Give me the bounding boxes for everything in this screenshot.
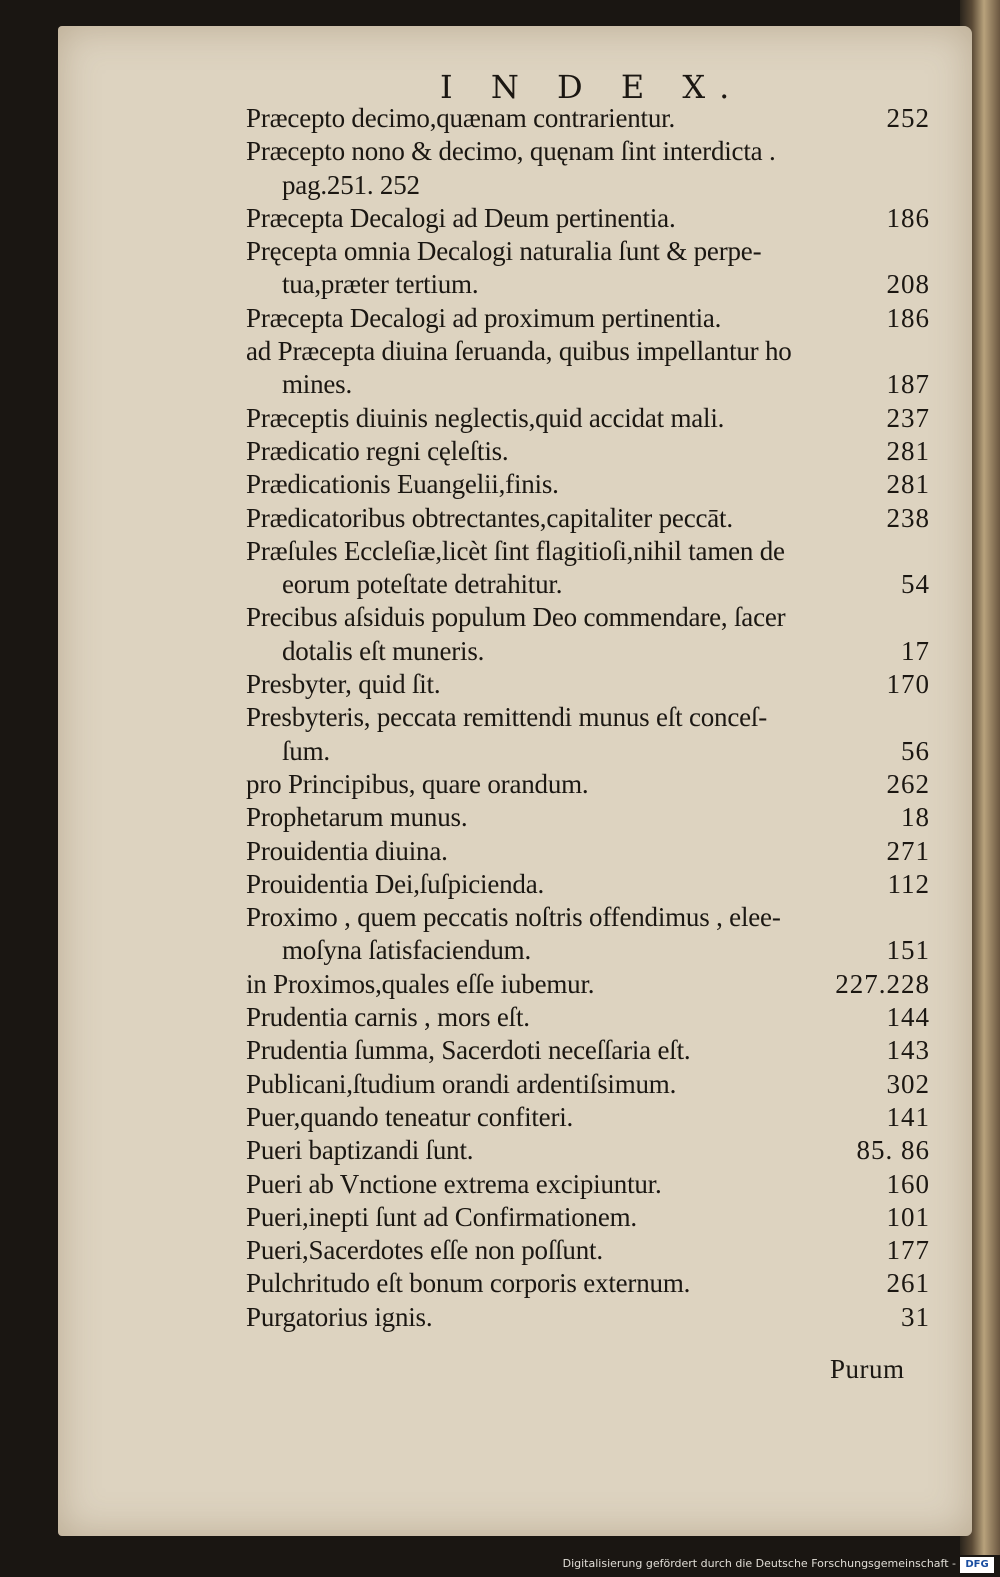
entry-text: Prouidentia Dei,ſuſpicienda. (246, 868, 545, 899)
index-entry (246, 502, 930, 535)
index-entry-continuation (246, 635, 930, 668)
entry-page-number: 112 (887, 868, 930, 899)
index-entry (246, 835, 930, 868)
index-entry (246, 768, 930, 801)
index-entry-continuation (246, 568, 930, 601)
entry-text: Prouidentia diuina. (246, 835, 448, 866)
entry-text: in Proximos,quales eſſe iubemur. (246, 968, 595, 999)
entry-page-number: 227.228 (835, 968, 930, 999)
entry-page-number: 143 (886, 1035, 930, 1066)
entry-text: Prædicationis Euangelii,finis. (246, 469, 559, 500)
entry-text: Pręcepta omnia Decalogi naturalia ſunt & perpe- (246, 236, 762, 267)
entry-page-number: 151 (886, 935, 930, 966)
index-entry (246, 402, 930, 435)
entry-text: Prudentia ſumma, Sacerdoti neceſſaria eſt. (246, 1035, 691, 1066)
index-entries (246, 102, 930, 1334)
entry-page-number: 85. 86 (856, 1135, 930, 1166)
entry-text: moſyna ſatisfaciendum. (282, 935, 532, 966)
entry-text: Præcepta Decalogi ad Deum pertinentia. (246, 202, 676, 233)
index-entry (246, 202, 930, 235)
catchword: Purum (830, 1354, 905, 1384)
index-entry (246, 1101, 930, 1134)
entry-text: Pueri,Sacerdotes eſſe non poſſunt. (246, 1235, 603, 1266)
entry-page-number: 31 (901, 1301, 930, 1332)
entry-page-number: 170 (886, 669, 930, 700)
entry-text: Præceptis diuinis neglectis,quid accidat mali. (246, 402, 725, 433)
index-entry (246, 1301, 930, 1334)
entry-text: Presbyteris, peccata remittendi munus eſt conceſ- (246, 702, 768, 733)
entry-text: Puer,quando teneatur confiteri. (246, 1101, 574, 1132)
entry-page-number: 17 (901, 635, 930, 666)
index-entry (246, 1201, 930, 1234)
entry-text: pag.251. 252 (282, 169, 420, 200)
entry-page-number: 281 (886, 435, 930, 466)
footer-credit: Digitalisierung gefördert durch die Deutsche Forschungsgemeinschaft - (562, 1557, 956, 1570)
index-entry (246, 601, 930, 634)
entry-text: Purgatorius ignis. (246, 1301, 433, 1332)
index-entry-continuation (246, 934, 930, 967)
entry-text: Præcepto nono & decimo, quęnam ſint interdicta . (246, 136, 776, 167)
index-entry (246, 1001, 930, 1034)
index-entry (246, 335, 930, 368)
dfg-logo: DFG (960, 1557, 994, 1573)
entry-text: Præcepto decimo,quænam contrarientur. (246, 103, 675, 133)
entry-page-number: 186 (886, 202, 930, 233)
index-entry (246, 435, 930, 468)
entry-text: Prophetarum munus. (246, 802, 468, 833)
entry-page-number: 262 (886, 768, 930, 799)
index-entry (246, 868, 930, 901)
entry-page-number: 177 (886, 1235, 930, 1266)
entry-page-number: 18 (901, 802, 930, 833)
entry-text: Prædicatoribus obtrectantes,capitaliter peccāt. (246, 502, 733, 533)
entry-text: Præcepta Decalogi ad proximum pertinentia. (246, 302, 722, 333)
entry-page-number: 160 (886, 1168, 930, 1199)
entry-text: Proximo , quem peccatis noſtris offendimus , elee- (246, 902, 781, 933)
entry-text: eorum poteſtate detrahitur. (282, 569, 563, 600)
index-entry (246, 701, 930, 734)
entry-text: pro Principibus, quare orandum. (246, 768, 589, 799)
entry-text: Presbyter, quid ſit. (246, 669, 441, 700)
index-entry (246, 102, 930, 135)
index-entry-continuation (246, 169, 930, 202)
index-entry (246, 235, 930, 268)
entry-text: Publicani,ſtudium orandi ardentiſsimum. (246, 1068, 677, 1099)
index-entry-continuation (246, 268, 930, 301)
entry-page-number: 281 (886, 469, 930, 500)
entry-text: ad Præcepta diuina ſeruanda, quibus impellantur ho (246, 336, 792, 367)
entry-page-number: 186 (886, 302, 930, 333)
entry-text: Præſules Eccleſiæ,licèt ſint flagitioſi,nihil tamen de (246, 535, 785, 566)
entry-text: Precibus aſsiduis populum Deo commendare, ſacer (246, 602, 786, 633)
entry-text: Pueri,inepti ſunt ad Confirmationem. (246, 1201, 637, 1232)
page-header: I N D E X. (440, 68, 744, 106)
index-entry (246, 1234, 930, 1267)
index-entry (246, 1134, 930, 1167)
entry-page-number: 271 (886, 835, 930, 866)
index-entry (246, 468, 930, 501)
index-entry (246, 302, 930, 335)
index-entry (246, 535, 930, 568)
entry-page-number: 56 (901, 735, 930, 766)
index-entry (246, 1168, 930, 1201)
entry-page-number: 144 (886, 1002, 930, 1033)
index-entry (246, 801, 930, 834)
entry-text: Prædicatio regni cęleſtis. (246, 435, 509, 466)
entry-page-number: 141 (886, 1101, 930, 1132)
entry-page-number: 237 (886, 402, 930, 433)
entry-page-number: 238 (886, 502, 930, 533)
index-entry (246, 901, 930, 934)
entry-page-number: 261 (886, 1268, 930, 1299)
index-entry-continuation (246, 368, 930, 401)
index-entry (246, 1034, 930, 1067)
entry-text: Prudentia carnis , mors eſt. (246, 1002, 530, 1033)
index-entry (246, 1267, 930, 1300)
entry-text: mines. (282, 369, 353, 400)
entry-page-number: 252 (886, 103, 930, 133)
index-entry (246, 135, 930, 168)
entry-text: Pueri baptizandi ſunt. (246, 1135, 474, 1166)
entry-text: dotalis eſt muneris. (282, 635, 485, 666)
entry-page-number: 208 (886, 269, 930, 300)
entry-page-number: 187 (886, 369, 930, 400)
entry-page-number: 302 (886, 1068, 930, 1099)
index-entry (246, 668, 930, 701)
index-entry (246, 968, 930, 1001)
entry-text: ſum. (282, 735, 330, 766)
entry-page-number: 54 (901, 569, 930, 600)
index-entry (246, 1068, 930, 1101)
entry-text: Pulchritudo eſt bonum corporis externum. (246, 1268, 691, 1299)
entry-text: tua,præter tertium. (282, 269, 479, 300)
entry-text: Pueri ab Vnctione extrema excipiuntur. (246, 1168, 662, 1199)
entry-page-number: 101 (886, 1201, 930, 1232)
index-entry-continuation (246, 735, 930, 768)
